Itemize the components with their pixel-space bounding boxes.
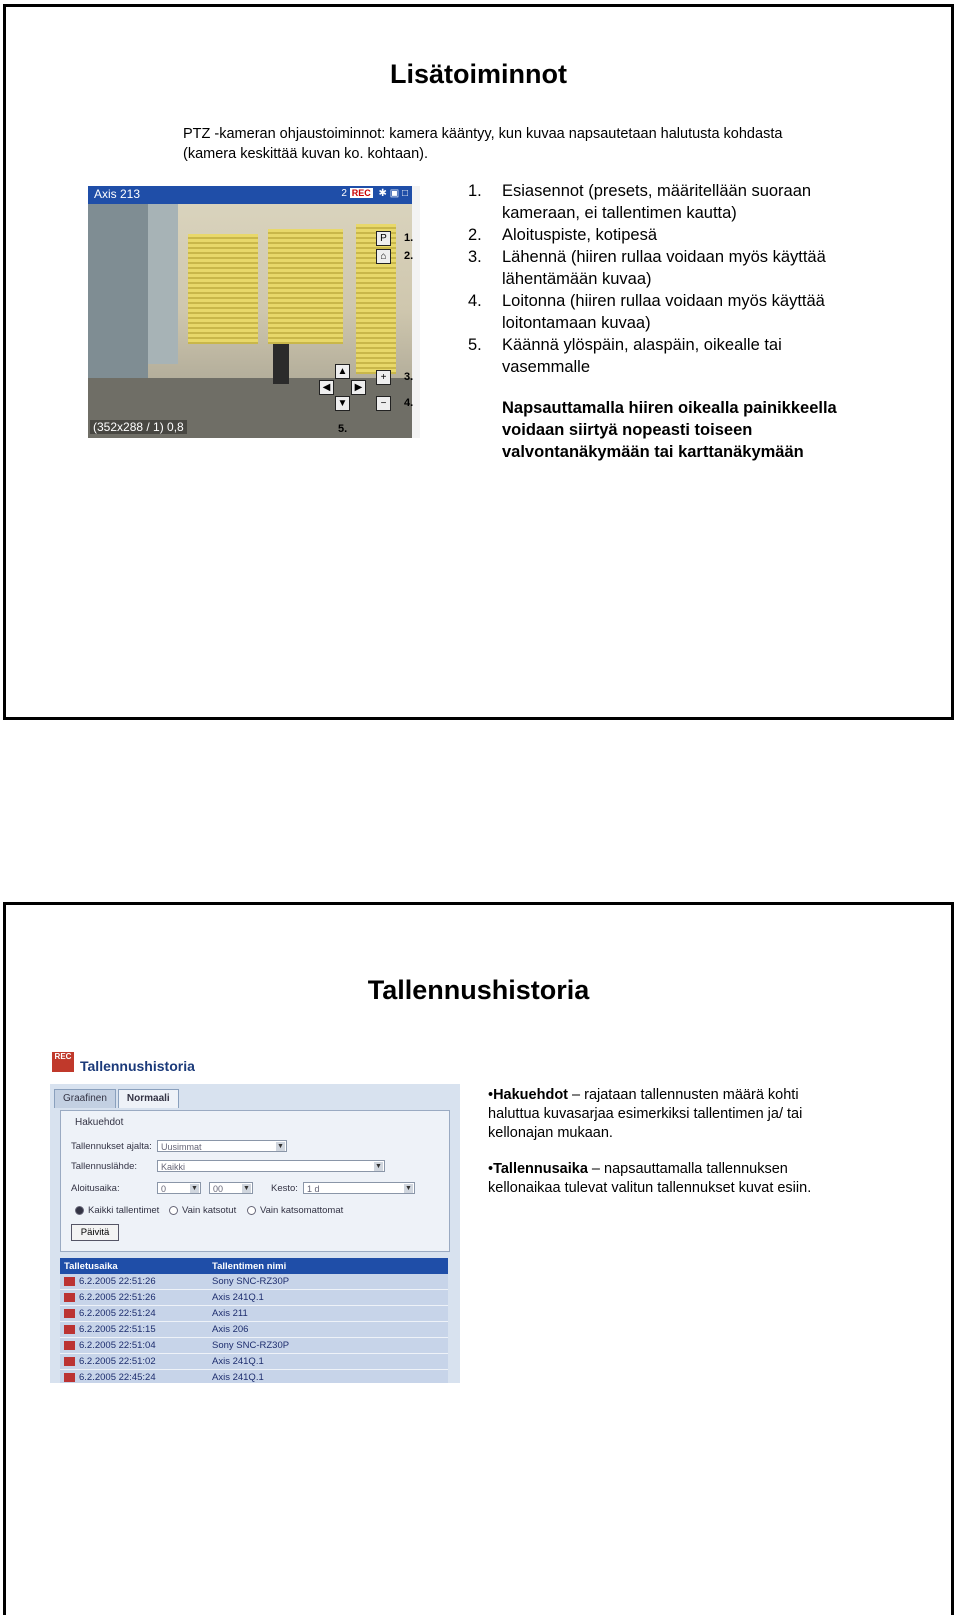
select-value: Kaikki: [161, 1162, 186, 1172]
time-text: 6.2.2005 22:51:26: [79, 1292, 156, 1303]
tab-graafinen[interactable]: Graafinen: [54, 1089, 116, 1108]
camera-status: (352x288 / 1) 0,8: [90, 420, 187, 434]
chevron-down-icon: ▼: [277, 1143, 284, 1150]
list-item: [468, 180, 868, 224]
radio-label: Kaikki tallentimet: [88, 1205, 160, 1216]
time-text: 6.2.2005 22:51:04: [79, 1340, 156, 1351]
camera-name: Axis 213: [94, 187, 141, 201]
row-name: Axis 241Q.1: [208, 1290, 448, 1306]
recording-icon: [64, 1309, 75, 1318]
row-name: Axis 206: [208, 1322, 448, 1338]
row-time[interactable]: [60, 1290, 208, 1306]
select-value: 1 d: [307, 1184, 320, 1194]
criteria-legend: Hakuehdot: [75, 1117, 124, 1128]
marker-1: 1.: [404, 232, 414, 244]
time-text: 6.2.2005 22:51:02: [79, 1356, 156, 1367]
recording-icon: [64, 1325, 75, 1334]
bullet-text: – napsauttamalla tallennuksen kellonaikaa tulevat valitun tallennukset kuvat esiin.: [488, 1161, 812, 1196]
tab-normaali[interactable]: Normaali: [118, 1089, 179, 1108]
list-item: [468, 246, 868, 290]
row-name: Sony SNC-RZ30P: [208, 1338, 448, 1354]
list-number: 5.: [468, 336, 482, 354]
radio-katsotut[interactable]: [169, 1205, 236, 1216]
office-machine: [273, 344, 289, 384]
select-lahde[interactable]: [157, 1160, 385, 1172]
label-kesto: Kesto:: [271, 1183, 298, 1194]
row-time[interactable]: [60, 1354, 208, 1370]
table-row[interactable]: [60, 1306, 448, 1322]
list-item: [468, 334, 868, 378]
refresh-button[interactable]: Päivitä: [71, 1224, 119, 1241]
window-blind: [188, 234, 258, 344]
row-name: Axis 211: [208, 1306, 448, 1322]
results-table-panel: [60, 1258, 448, 1383]
chevron-down-icon: ▼: [243, 1185, 250, 1192]
recording-icon: [64, 1293, 75, 1302]
app-header: [50, 1048, 460, 1080]
results-table: [60, 1258, 448, 1383]
col-tallentimen-nimi[interactable]: Tallentimen nimi: [208, 1258, 448, 1274]
pan-right-button[interactable]: ▶: [351, 380, 366, 395]
camera-image[interactable]: [88, 204, 412, 438]
row-time[interactable]: [60, 1322, 208, 1338]
recording-icon: [64, 1373, 75, 1382]
explanation-bullets: [488, 1086, 838, 1215]
recording-history-screenshot: [50, 1048, 460, 1383]
table-row[interactable]: [60, 1322, 448, 1338]
list-number: 4.: [468, 292, 482, 310]
table-row[interactable]: [60, 1338, 448, 1354]
select-kesto[interactable]: [303, 1182, 415, 1194]
recording-icon: [64, 1341, 75, 1350]
time-text: 6.2.2005 22:51:24: [79, 1308, 156, 1319]
bullet-text: – rajataan tallennusten määrä kohti haluttua kuvasarjaa esimerkiksi tallentimen ja/ tai kellonajan mukaan.: [488, 1087, 803, 1141]
office-wall: [148, 204, 178, 364]
camera-view-screenshot: [88, 186, 420, 438]
table-header: [60, 1258, 448, 1274]
camera-counter: 2: [341, 188, 347, 199]
zoom-in-button[interactable]: +: [376, 370, 391, 385]
row-name: Axis 241Q.1: [208, 1354, 448, 1370]
window-blind: [268, 229, 343, 344]
radio-dot: [247, 1206, 256, 1215]
select-hour[interactable]: [157, 1182, 201, 1194]
rec-icon: REC: [52, 1052, 74, 1072]
select-ajalta[interactable]: [157, 1140, 287, 1152]
bullet-term: Tallennusaika: [493, 1161, 588, 1177]
list-number: 3.: [468, 248, 482, 266]
pan-left-button[interactable]: ◀: [319, 380, 334, 395]
search-criteria: [60, 1110, 450, 1252]
list-text: Käännä ylöspäin, alaspäin, oikealle tai vasemmalle: [502, 336, 782, 376]
time-text: 6.2.2005 22:45:24: [79, 1372, 156, 1383]
row-name: Sony SNC-RZ30P: [208, 1274, 448, 1290]
table-row[interactable]: [60, 1370, 448, 1384]
col-talletusaika[interactable]: Talletusaika: [60, 1258, 208, 1274]
marker-5: 5.: [338, 423, 348, 435]
ptz-function-list: [468, 180, 868, 378]
camera-titlebar-icons: [341, 188, 408, 199]
zoom-out-button[interactable]: −: [376, 396, 391, 411]
chevron-down-icon: ▼: [191, 1185, 198, 1192]
marker-4: 4.: [404, 397, 414, 409]
right-click-note: Napsauttamalla hiiren oikealla painikkeella voidaan siirtyä nopeasti toiseen valvontanäkymään tai karttanäkymään: [502, 399, 837, 461]
radio-label: Vain katsomattomat: [260, 1205, 344, 1216]
chevron-down-icon: ▼: [405, 1185, 412, 1192]
row-time[interactable]: [60, 1338, 208, 1354]
label-lahde: Tallennuslähde:: [71, 1161, 138, 1172]
radio-kaikki[interactable]: [75, 1205, 159, 1216]
list-text: Loitonna (hiiren rullaa voidaan myös käyttää loitontamaan kuvaa): [502, 292, 825, 332]
bullet-term: Hakuehdot: [493, 1087, 568, 1103]
list-text: Aloituspiste, kotipesä: [502, 226, 658, 244]
marker-3: 3.: [404, 371, 414, 383]
view-tabs: [54, 1088, 181, 1108]
select-minute[interactable]: [209, 1182, 253, 1194]
select-value: Uusimmat: [161, 1142, 202, 1152]
label-aloitus: Aloitusaika:: [71, 1183, 120, 1194]
table-row[interactable]: [60, 1354, 448, 1370]
time-text: 6.2.2005 22:51:15: [79, 1324, 156, 1335]
pan-up-button[interactable]: ▲: [335, 364, 350, 379]
row-name: Axis 241Q.1: [208, 1370, 448, 1384]
pan-down-button[interactable]: ▼: [335, 396, 350, 411]
slide-title: Lisätoiminnot: [390, 59, 567, 89]
select-value: 00: [213, 1184, 224, 1194]
app-panel: [50, 1084, 460, 1383]
table-row[interactable]: [60, 1274, 448, 1290]
camera-titlebar: [88, 186, 412, 204]
preset-button[interactable]: P: [376, 231, 391, 246]
row-time[interactable]: [60, 1274, 208, 1290]
list-number: 1.: [468, 182, 482, 200]
time-text: 6.2.2005 22:51:26: [79, 1276, 156, 1287]
rec-badge: REC: [351, 188, 371, 198]
slide-title: Tallennushistoria: [367, 975, 590, 1005]
recording-icon: [64, 1357, 75, 1366]
radio-dot: [169, 1206, 178, 1215]
recording-icon: [64, 1277, 75, 1286]
row-time[interactable]: [60, 1370, 208, 1384]
table-row[interactable]: [60, 1290, 448, 1306]
list-text: Esiasennot (presets, määritellään suoraan kameraan, ei tallentimen kautta): [502, 182, 812, 222]
radio-katsomattomat[interactable]: [247, 1205, 343, 1216]
list-item: [468, 224, 868, 246]
bullet-hakuehdot: •Hakuehdot – rajataan tallennusten määrä kohti haluttua kuvasarjaa esimerkiksi tallentimen ja/ tai kellonajan mukaan.: [488, 1087, 803, 1141]
label-ajalta: Tallennukset ajalta:: [71, 1141, 152, 1152]
radio-label: Vain katsotut: [182, 1205, 237, 1216]
window-icon: ▣: [389, 188, 400, 199]
row-time[interactable]: [60, 1306, 208, 1322]
radio-dot: [75, 1206, 84, 1215]
list-item: [468, 290, 868, 334]
network-icon: ✱: [378, 188, 387, 199]
select-value: 0: [161, 1184, 167, 1194]
window-blind: [356, 224, 396, 374]
bullet-tallennusaika: •Tallennusaika – napsauttamalla tallennuksen kellonaikaa tulevat valitun tallennukset kuvat esiin.: [488, 1161, 812, 1196]
window-icon-2: □: [401, 188, 408, 199]
chevron-down-icon: ▼: [375, 1163, 382, 1170]
list-number: 2.: [468, 226, 482, 244]
home-button[interactable]: ⌂: [376, 249, 391, 264]
app-title: Tallennushistoria: [80, 1058, 195, 1074]
marker-2: 2.: [404, 250, 414, 262]
list-text: Lähennä (hiiren rullaa voidaan myös käyttää lähentämään kuvaa): [502, 248, 826, 288]
intro-text: PTZ -kameran ohjaustoiminnot: kamera kääntyy, kun kuvaa napsautetaan halutusta kohdasta (kamera keskittää kuvan ko. kohtaan).: [183, 126, 783, 162]
